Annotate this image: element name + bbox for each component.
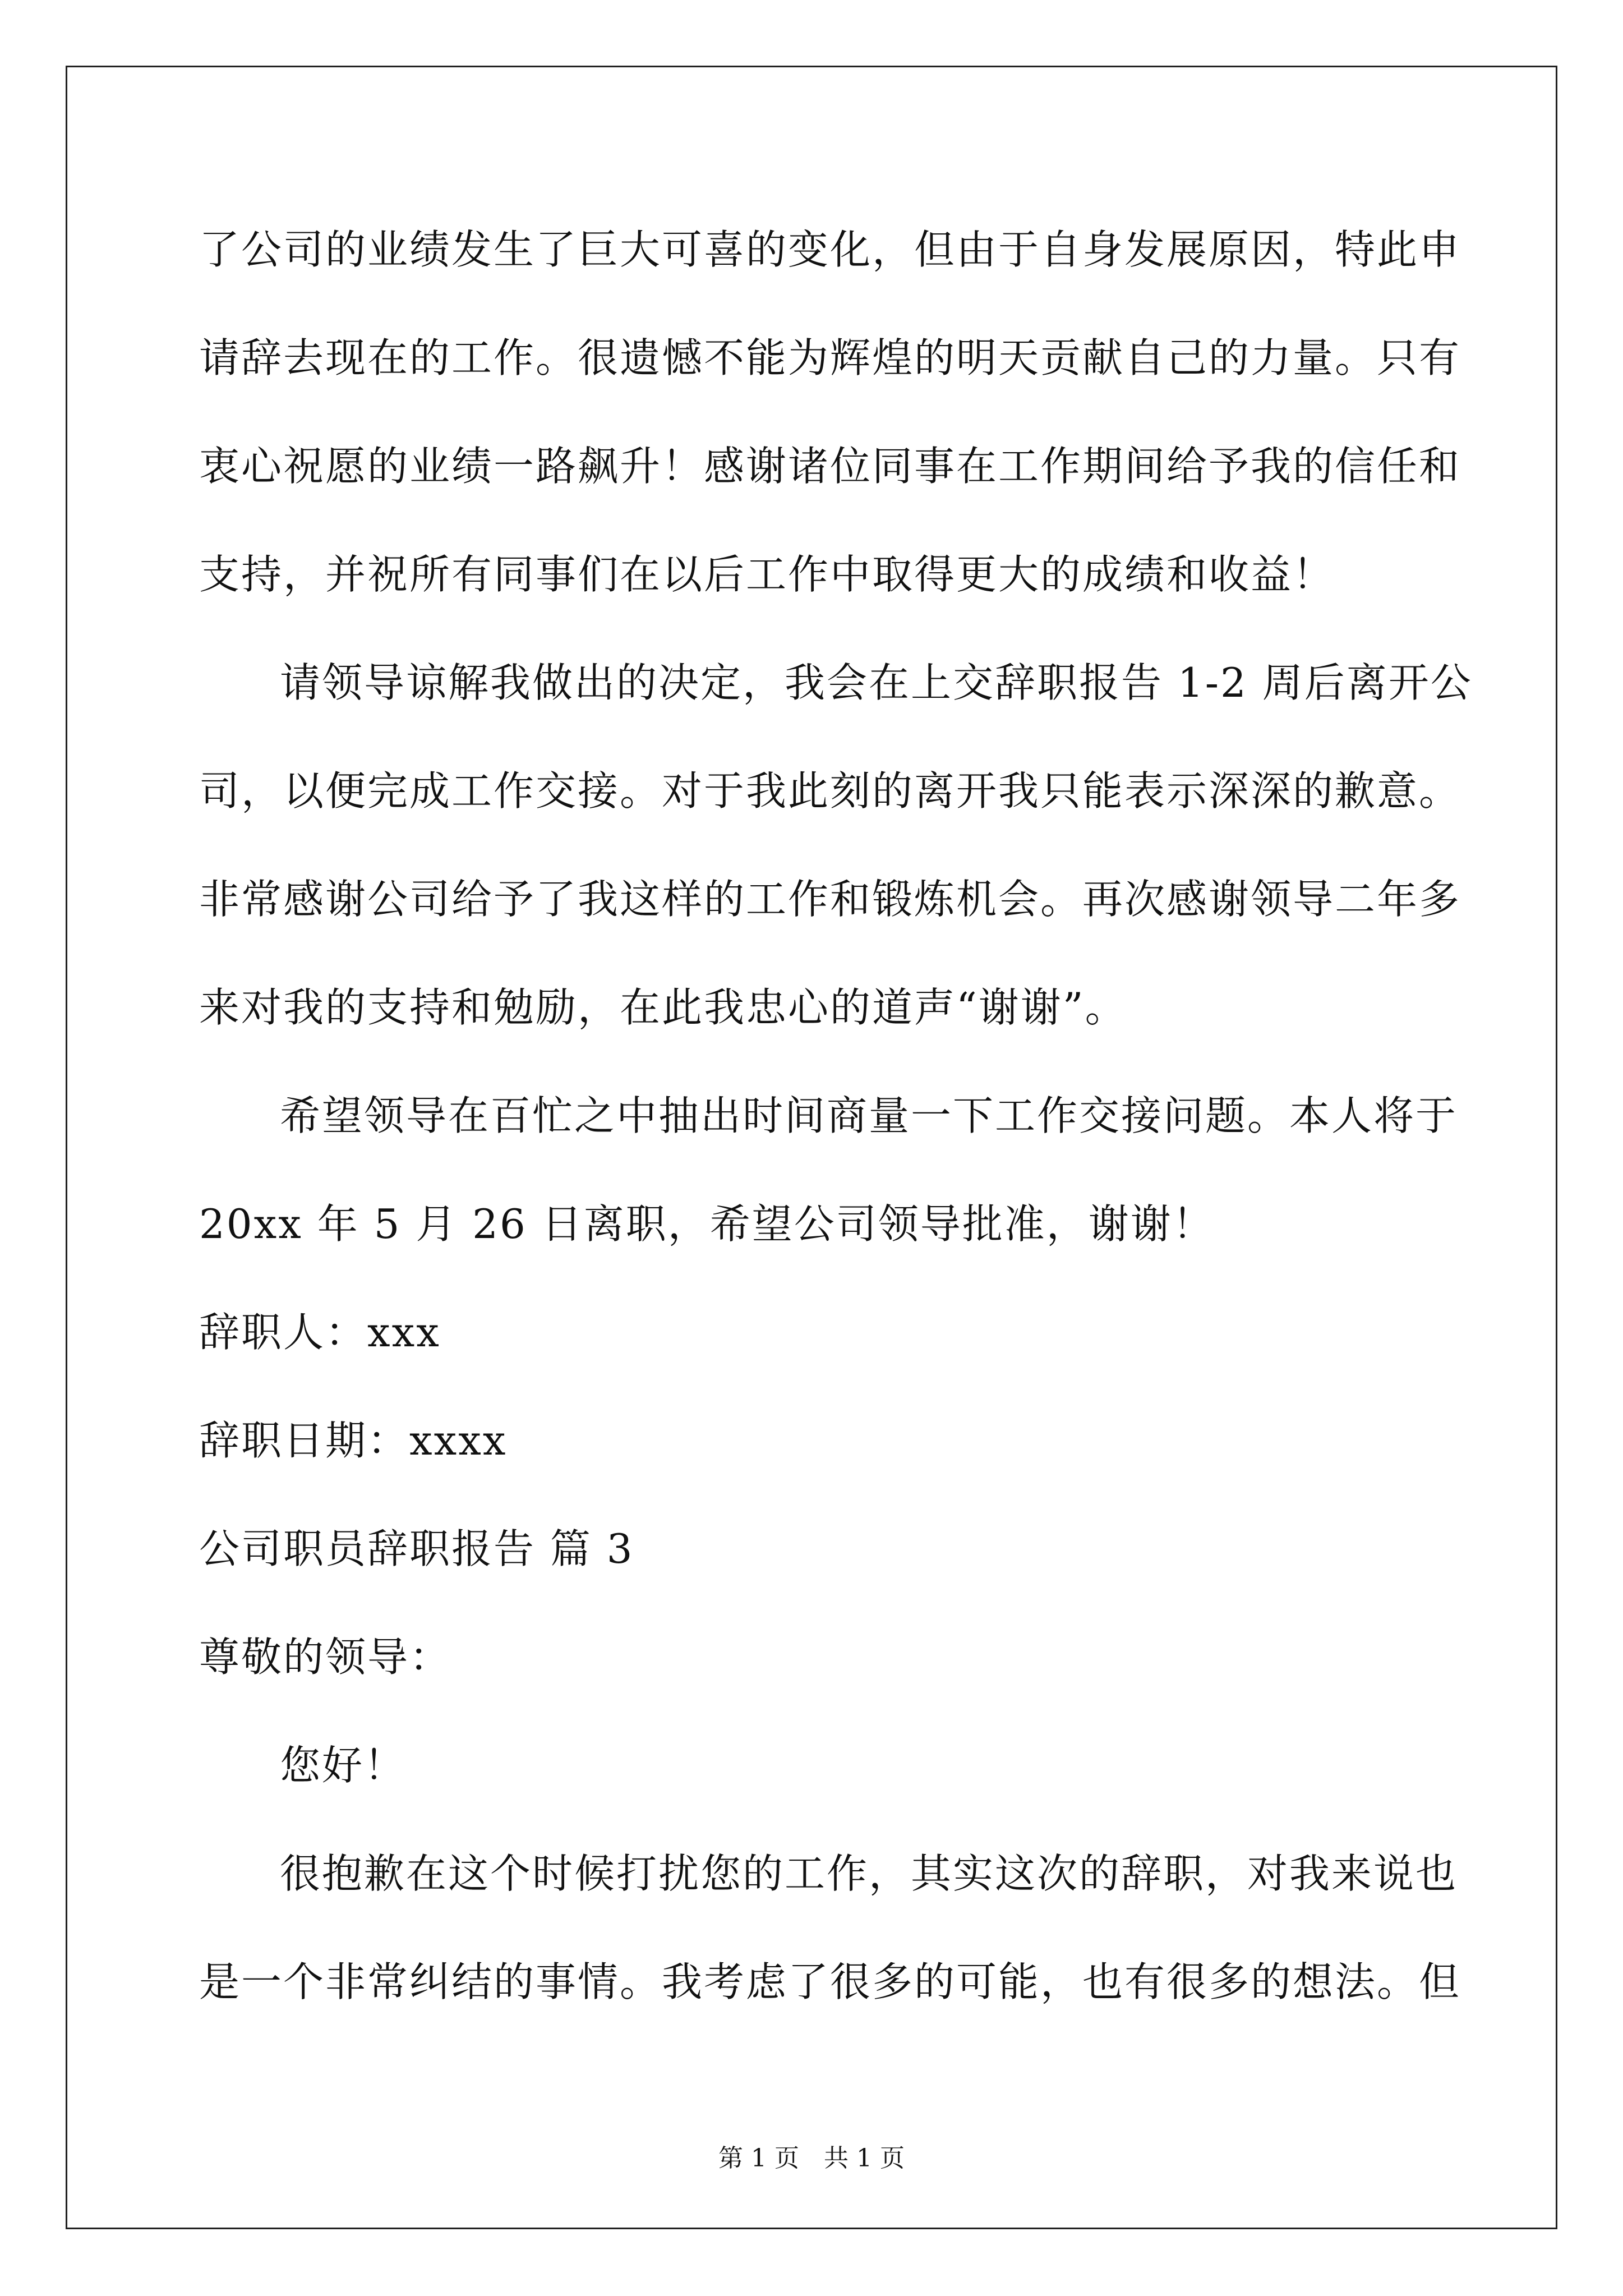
page-border bbox=[66, 66, 1557, 2229]
paragraph-start-line: 请领导谅解我做出的决定，我会在上交辞职报告 1-2 周后离开公 bbox=[280, 659, 1473, 706]
body-line-2: 请辞去现在的工作。很遗憾不能为辉煌的明天贡献自己的力量。只有 bbox=[199, 334, 1461, 381]
body-line-8: 来对我的支持和勉励，在此我忠心的道声“谢谢”。 bbox=[199, 984, 1127, 1031]
body-line-7: 非常感谢公司给予了我这样的工作和锻炼机会。再次感谢领导二年多 bbox=[199, 876, 1461, 923]
section-heading: 公司职员辞职报告 篇 3 bbox=[199, 1525, 634, 1572]
greeting: 您好！ bbox=[280, 1742, 407, 1789]
resign-date-line: 辞职日期：xxxx bbox=[199, 1417, 508, 1464]
paragraph-start-line: 希望领导在百忙之中抽出时间商量一下工作交接问题。本人将于 bbox=[280, 1092, 1458, 1139]
body-line-1: 了公司的业绩发生了巨大可喜的变化，但由于自身发展原因，特此申 bbox=[199, 226, 1461, 273]
resigner-line: 辞职人：xxx bbox=[199, 1309, 441, 1356]
body-line-3: 衷心祝愿的业绩一路飙升！感谢诸位同事在工作期间给予我的信任和 bbox=[199, 443, 1461, 490]
body-line-10: 20xx 年 5 月 26 日离职，希望公司领导批准，谢谢！ bbox=[199, 1200, 1215, 1248]
paragraph-start-line: 很抱歉在这个时候打扰您的工作，其实这次的辞职，对我来说也 bbox=[280, 1850, 1458, 1897]
page-number-footer: 第 1 页 共 1 页 bbox=[718, 2144, 905, 2173]
body-line-6: 司，以便完成工作交接。对于我此刻的离开我只能表示深深的歉意。 bbox=[199, 767, 1461, 815]
salutation: 尊敬的领导： bbox=[199, 1634, 452, 1681]
body-line-4: 支持，并祝所有同事们在以后工作中取得更大的成绩和收益！ bbox=[199, 551, 1335, 598]
body-line-17: 是一个非常纠结的事情。我考虑了很多的可能，也有很多的想法。但 bbox=[199, 1958, 1461, 2005]
